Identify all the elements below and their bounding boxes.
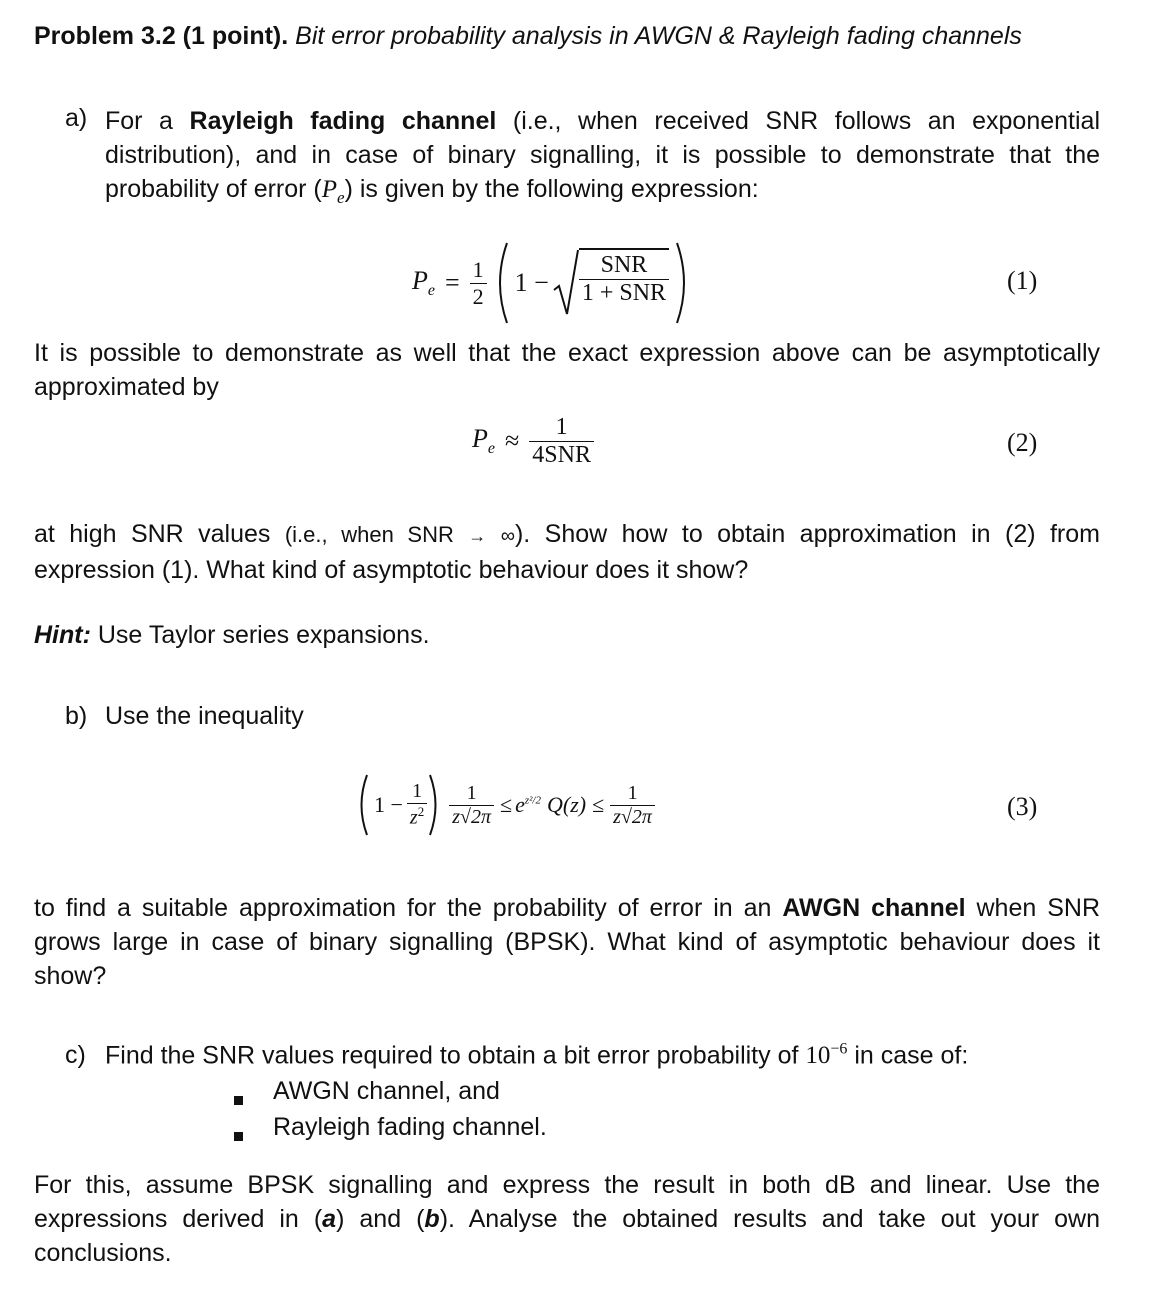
eq3-frac3 bbox=[610, 782, 655, 829]
part-a-text-2: (i.e., when received SNR follows an exponential distribution), and in case of binary signalling, it is possible to demonstrate that the probability of error ( bbox=[105, 107, 1100, 203]
square-bullet-icon bbox=[234, 1132, 243, 1141]
part-b-bold-awgn: AWGN channel bbox=[782, 894, 966, 922]
title-bold: Problem 3.2 (1 point). bbox=[34, 22, 289, 50]
eq1-number: (1) bbox=[1007, 266, 1038, 295]
eq3-leq-2: ≤ bbox=[592, 792, 605, 817]
part-b-text-1: Use the inequality bbox=[105, 702, 304, 730]
eq3-left-paren bbox=[354, 773, 370, 837]
eq3-frac1-den bbox=[407, 803, 427, 830]
part-c-text-1: Find the SNR values required to obtain a bit error probability of bbox=[105, 1041, 806, 1070]
final-text-3: ). Analyse the obtained results and take out your own conclusions. bbox=[34, 1205, 1100, 1267]
square-bullet-icon bbox=[234, 1096, 243, 1105]
bullet-item-rayleigh: Rayleigh fading channel. bbox=[273, 1113, 547, 1141]
part-b-text-2b: when SNR grows large in case of binary signalling (BPSK). What kind of asymptotic behaviour does it show? bbox=[34, 894, 1100, 990]
part-a-text-5c: ). Show how to obtain approximation in (2) from expression (1). What kind of asymptotic behaviour does it show? bbox=[34, 520, 1100, 584]
eq3-frac1-num: 1 bbox=[412, 780, 423, 803]
eq2-den: 4SNR bbox=[529, 441, 594, 469]
final-text-2: ) and ( bbox=[336, 1205, 425, 1233]
part-b-text-2a: to find a suitable approximation for the probability of error in an bbox=[34, 894, 783, 922]
eq2-lhs-letter: P bbox=[472, 423, 488, 453]
eq1-lhs-sub: e bbox=[427, 282, 435, 300]
eq1-lhs-letter: P bbox=[412, 265, 428, 295]
title-italic: Bit error probability analysis in AWGN & Rayleigh fading channels bbox=[295, 22, 1022, 50]
eq3-frac3-num: 1 bbox=[627, 781, 638, 804]
eq2-approx: ≈ bbox=[505, 426, 520, 455]
part-a-intro bbox=[105, 104, 1100, 215]
part-a-text-5a: at high SNR values bbox=[34, 520, 285, 548]
part-b-text-2 bbox=[34, 891, 1100, 993]
arrow-symbol: → bbox=[468, 526, 487, 546]
eq2-number: (2) bbox=[1007, 428, 1038, 457]
part-a-text-5b: (i.e., when SNR bbox=[284, 522, 454, 547]
problem-title bbox=[34, 22, 1022, 51]
eq1-right-paren bbox=[673, 241, 693, 325]
eq1-one-minus: 1 − bbox=[514, 268, 549, 297]
power-exp: −6 bbox=[830, 1041, 848, 1058]
part-c-label: c) bbox=[65, 1041, 86, 1069]
sqrt-sign bbox=[553, 248, 579, 318]
final-instructions bbox=[34, 1168, 1100, 1270]
part-a-bold-rayleigh: Rayleigh fading channel bbox=[189, 107, 497, 135]
eq3-frac1-den-z: z bbox=[409, 806, 418, 829]
eq3-frac2-num: 1 bbox=[466, 781, 477, 804]
power-base: 10 bbox=[805, 1042, 831, 1070]
equation-3 bbox=[354, 770, 655, 840]
bullet-item-awgn: AWGN channel, and bbox=[273, 1077, 500, 1105]
eq3-number: (3) bbox=[1007, 792, 1038, 821]
eq3-exp-sup: z²/2 bbox=[524, 794, 541, 807]
eq1-half bbox=[470, 257, 487, 310]
part-a-text-3: ) is given by the following expression: bbox=[344, 175, 759, 203]
eq3-frac2 bbox=[449, 782, 494, 829]
eq3-leq-1: ≤ bbox=[500, 792, 513, 817]
part-a-label: a) bbox=[65, 104, 88, 132]
part-a-text-5 bbox=[34, 517, 1100, 587]
hint-text: Use Taylor series expansions. bbox=[90, 621, 430, 649]
part-c-text-2: in case of: bbox=[847, 1041, 969, 1070]
eq3-exp-base: e bbox=[515, 792, 525, 817]
eq1-lhs bbox=[412, 266, 435, 300]
eq2-fraction bbox=[529, 414, 594, 469]
part-a-text-1: For a bbox=[105, 107, 190, 135]
infinity-symbol: ∞ bbox=[500, 525, 515, 547]
power-ten bbox=[805, 1042, 847, 1069]
eq1-sqrt-frac bbox=[579, 248, 669, 307]
final-ref-a: a bbox=[322, 1205, 337, 1233]
pe-symbol-letter: P bbox=[321, 176, 338, 203]
eq3-exponential bbox=[515, 792, 541, 818]
equation-2 bbox=[472, 406, 594, 476]
eq3-q-function: Q(z) bbox=[546, 792, 587, 817]
eq1-half-den: 2 bbox=[470, 283, 487, 310]
equation-1 bbox=[412, 238, 693, 328]
part-c-text bbox=[105, 1041, 968, 1070]
eq2-num: 1 bbox=[555, 413, 568, 440]
eq3-frac1 bbox=[407, 780, 427, 830]
eq3-one-minus: 1 − bbox=[374, 792, 403, 817]
eq1-sqrt-den: 1 + SNR bbox=[579, 279, 669, 307]
eq3-frac1-den-exp: 2 bbox=[417, 804, 425, 820]
pe-symbol-sub: e bbox=[337, 188, 345, 207]
final-text-1: For this, assume BPSK signalling and express the result in both dB and linear. Use the expressions derived in ( bbox=[34, 1171, 1100, 1233]
eq3-frac2-den: z√2π bbox=[449, 805, 494, 829]
part-b-label: b) bbox=[65, 702, 88, 730]
eq2-lhs bbox=[472, 424, 495, 458]
pe-symbol bbox=[321, 176, 345, 207]
bullet-marker-1 bbox=[234, 1083, 243, 1112]
eq1-left-paren bbox=[491, 241, 511, 325]
eq3-right-paren bbox=[427, 773, 443, 837]
hint bbox=[34, 618, 430, 652]
hint-label: Hint: bbox=[34, 621, 91, 649]
eq1-equals: = bbox=[445, 268, 460, 297]
final-ref-b: b bbox=[424, 1205, 440, 1233]
eq1-sqrt-num: SNR bbox=[600, 251, 648, 278]
bullet-marker-2 bbox=[234, 1119, 243, 1148]
eq3-frac3-den: z√2π bbox=[610, 805, 655, 829]
eq2-lhs-sub: e bbox=[487, 440, 495, 458]
eq1-half-num: 1 bbox=[472, 256, 484, 282]
part-a-text-4: It is possible to demonstrate as well that the exact expression above can be asymptotically approximated by bbox=[34, 339, 1100, 401]
